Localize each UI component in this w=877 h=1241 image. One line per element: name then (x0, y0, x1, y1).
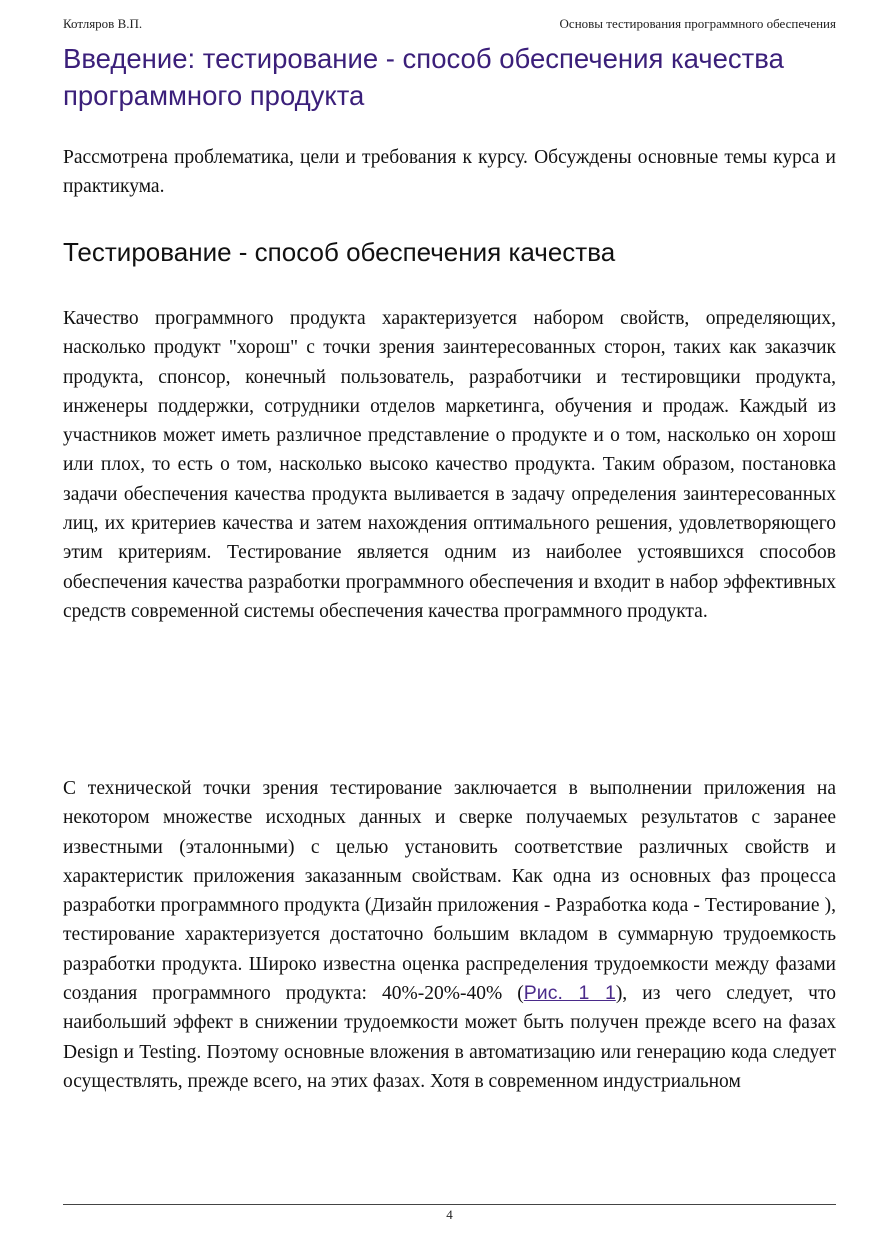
page-number: 4 (446, 1207, 453, 1222)
section-heading: Тестирование - способ обеспечения качества (63, 237, 616, 267)
figure-reference-link[interactable]: Рис. 1 1 (523, 982, 616, 1005)
body-paragraph-1: Качество программного продукта характеризуется набором свойств, определяющих, насколько продукт "хорош" с точки зрения заинтересованных сторон, таких как заказчик продукта, спонсор, конечный пользователь, разработчики и тестировщики продукта, инженеры поддержки, сотрудники отделов маркетинга, обучения и продаж. Каждый из участников может иметь различное представление о продукте и о том, насколько он хорош или плох, то есть о том, насколько высоко качество продукта. Таким образом, постановка задачи обеспечения качества продукта выливается в задачу определения заинтересованных лиц, их критериев качества и затем нахождения оптимального решения, удовлетворяющего этим критериям. Тестирование является одним из наиболее устоявшихся способов обеспечения качества разработки программного обеспечения и входит в набор эффективных средств современной системы обеспечения качества программного продукта. (63, 308, 836, 622)
paragraph-2-text-after-link: ), из чего следует, что наибольший эффект в снижении трудоемкости может быть получен прежде всего на фазах Design и Testing. Поэтому основные вложения в автоматизацию или генерацию кода следует осуществлять, прежде всего, на этих фазах. Хотя в современном индустриальном (63, 983, 836, 1092)
running-header (63, 16, 836, 32)
header-author: Котляров В.П. (63, 16, 143, 31)
footer-divider (63, 1204, 836, 1205)
abstract-paragraph: Рассмотрена проблематика, цели и требования к курсу. Обсуждены основные темы курса и практикума. (63, 147, 836, 198)
body-paragraph-2 (63, 774, 836, 1096)
paragraph-2-text-before-link: С технической точки зрения тестирование заключается в выполнении приложения на некотором множестве исходных данных и сверке получаемых результатов с заранее известными (эталонными) с целью установить соответствие различных свойств и характеристик приложения заказанным свойствам. Как одна из основных фаз процесса разработки программного продукта (Дизайн приложения - Разработка кода - Тестирование ), тестирование характеризуется достаточно большим вкладом в суммарную трудоемкость разработки продукта. Широко известна оценка распределения трудоемкости между фазами создания программного продукта: 40%-20%-40% ( (63, 778, 836, 1005)
header-course-title: Основы тестирования программного обеспечения (559, 16, 836, 31)
lecture-title: Введение: тестирование - способ обеспечения качества программного продукта (63, 43, 784, 111)
document-page (63, 0, 836, 1241)
